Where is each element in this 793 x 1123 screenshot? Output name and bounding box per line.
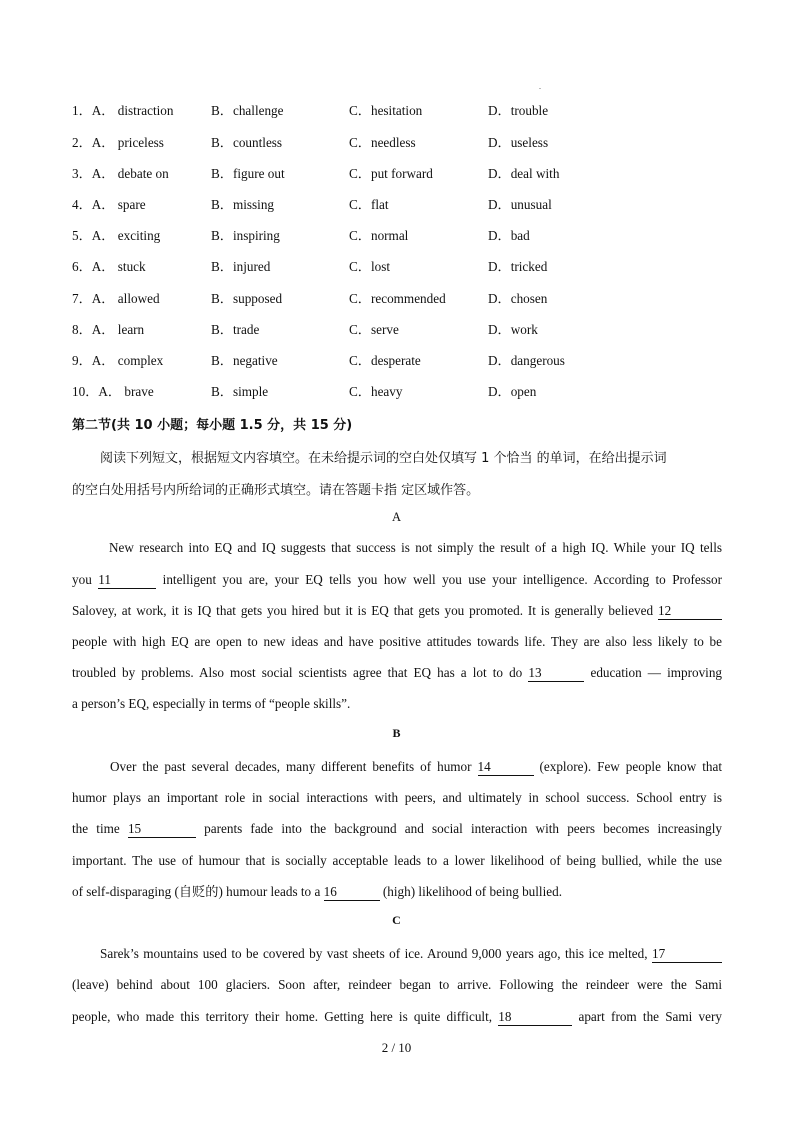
option-d: D．deal with bbox=[488, 166, 560, 181]
blank-12[interactable]: 12 bbox=[658, 603, 722, 620]
passage-a-line-5: troubled by problems. Also most social scientists agree that EQ has a lot to do 13 education — improving bbox=[72, 665, 723, 680]
option-c: C．put forward bbox=[349, 166, 433, 181]
option-b: B．missing bbox=[211, 197, 275, 212]
instructions-line-1: 阅读下列短文，根据短文内容填空。在未给提示词的空白处仅填写 1 个恰当 的单词，在给出提示词 bbox=[100, 451, 667, 466]
option-b: B．injured bbox=[211, 259, 271, 274]
passage-c-line-3: people, who made this territory their home. Getting here is quite difficult, 18 apart from the Sami very bbox=[72, 1009, 722, 1024]
scan-mark bbox=[539, 88, 541, 89]
blank-11[interactable]: 11 bbox=[98, 572, 156, 589]
option-b: B．figure out bbox=[211, 166, 285, 181]
option-c: C．needless bbox=[349, 135, 416, 150]
option-c: C．serve bbox=[349, 322, 399, 337]
passage-b-line-2: humor plays an important role in social interactions with peers, and ultimately in school success. School entry is bbox=[72, 790, 722, 805]
option-a: 3．A． debate on bbox=[72, 166, 169, 181]
option-a: 2．A． priceless bbox=[72, 135, 164, 150]
passage-a-line-1: New research into EQ and IQ suggests that success is not simply the result of a high IQ. While your IQ tells bbox=[109, 540, 722, 555]
option-c: C．desperate bbox=[349, 353, 421, 368]
option-d: D．unusual bbox=[488, 197, 552, 212]
passage-b-line-5: of self-disparaging (自贬的) humour leads to a 16 (high) likelihood of being bullied. bbox=[72, 884, 563, 899]
option-d: D．chosen bbox=[488, 291, 548, 306]
blank-15[interactable]: 15 bbox=[128, 821, 196, 838]
blank-13[interactable]: 13 bbox=[528, 665, 584, 682]
option-a: 4．A． spare bbox=[72, 197, 146, 212]
passage-c-label: C bbox=[392, 913, 401, 927]
option-c: C．heavy bbox=[349, 384, 403, 399]
option-d: D．useless bbox=[488, 135, 549, 150]
option-a: 5．A． exciting bbox=[72, 228, 161, 243]
passage-b-line-3: the time 15 parents fade into the background and social interaction with peers becomes increasingly bbox=[72, 821, 723, 836]
blank-17[interactable]: 17 bbox=[652, 946, 722, 963]
option-d: D．tricked bbox=[488, 259, 548, 274]
option-a: 6．A． stuck bbox=[72, 259, 146, 274]
option-c: C．normal bbox=[349, 228, 409, 243]
section-title: 第二节(共 10 小题；每小题 1.5 分，共 15 分) bbox=[72, 418, 353, 433]
blank-16[interactable]: 16 bbox=[324, 884, 380, 901]
blank-14[interactable]: 14 bbox=[478, 759, 534, 776]
passage-c-line-1: Sarek’s mountains used to be covered by vast sheets of ice. Around 9,000 years ago, this ice melted, 17 bbox=[72, 944, 722, 964]
option-c: C．recommended bbox=[349, 291, 446, 306]
passage-a-line-3: Salovey, at work, it is IQ that gets you hired but it is EQ that gets you promoted. It is generally believed 12 bbox=[72, 601, 722, 621]
option-b: B．supposed bbox=[211, 291, 283, 306]
instructions-line-2: 的空白处用括号内所给词的正确形式填空。请在答题卡指 定区域作答。 bbox=[72, 483, 480, 498]
option-c: C．flat bbox=[349, 197, 389, 212]
option-b: B．simple bbox=[211, 384, 269, 399]
option-a: 9．A． complex bbox=[72, 353, 164, 368]
option-b: B．countless bbox=[211, 135, 283, 150]
option-d: D．dangerous bbox=[488, 353, 565, 368]
passage-a-line-4: people with high EQ are open to new ideas and have positive attitudes towards life. They are also less likely to be bbox=[72, 634, 722, 649]
passage-c-line-2: (leave) behind about 100 glaciers. Soon after, reindeer began to arrive. Following the reindeer were the Sami bbox=[72, 977, 722, 992]
blank-18[interactable]: 18 bbox=[498, 1009, 572, 1026]
option-a: 10．A． brave bbox=[72, 384, 154, 399]
passage-b-label: B bbox=[392, 726, 401, 740]
option-a: 7．A． allowed bbox=[72, 291, 160, 306]
option-b: B．trade bbox=[211, 322, 260, 337]
passage-a-line-6: a person’s EQ, especially in terms of “people skills”. bbox=[72, 696, 351, 711]
passage-b-line-4: important. The use of humour that is socially acceptable leads to a lower likelihood of being bullied, while the use bbox=[72, 853, 722, 868]
option-b: B．negative bbox=[211, 353, 278, 368]
passage-a-label: A bbox=[391, 510, 402, 524]
option-c: C．lost bbox=[349, 259, 391, 274]
page-number: 2 / 10 bbox=[381, 1040, 412, 1055]
passage-b-line-1: Over the past several decades, many different benefits of humor 14 (explore). Few people know that bbox=[110, 759, 722, 774]
option-c: C．hesitation bbox=[349, 103, 423, 118]
option-b: B．inspiring bbox=[211, 228, 280, 243]
passage-a-line-2: you 11 intelligent you are, your EQ tells you how well you use your intelligence. According to Professor bbox=[72, 572, 723, 587]
option-a: 8．A． learn bbox=[72, 322, 145, 337]
option-b: B．challenge bbox=[211, 103, 284, 118]
option-d: D．open bbox=[488, 384, 537, 399]
option-d: D．trouble bbox=[488, 103, 549, 118]
option-a: 1．A． distraction bbox=[72, 103, 174, 118]
option-d: D．work bbox=[488, 322, 538, 337]
option-d: D．bad bbox=[488, 228, 530, 243]
